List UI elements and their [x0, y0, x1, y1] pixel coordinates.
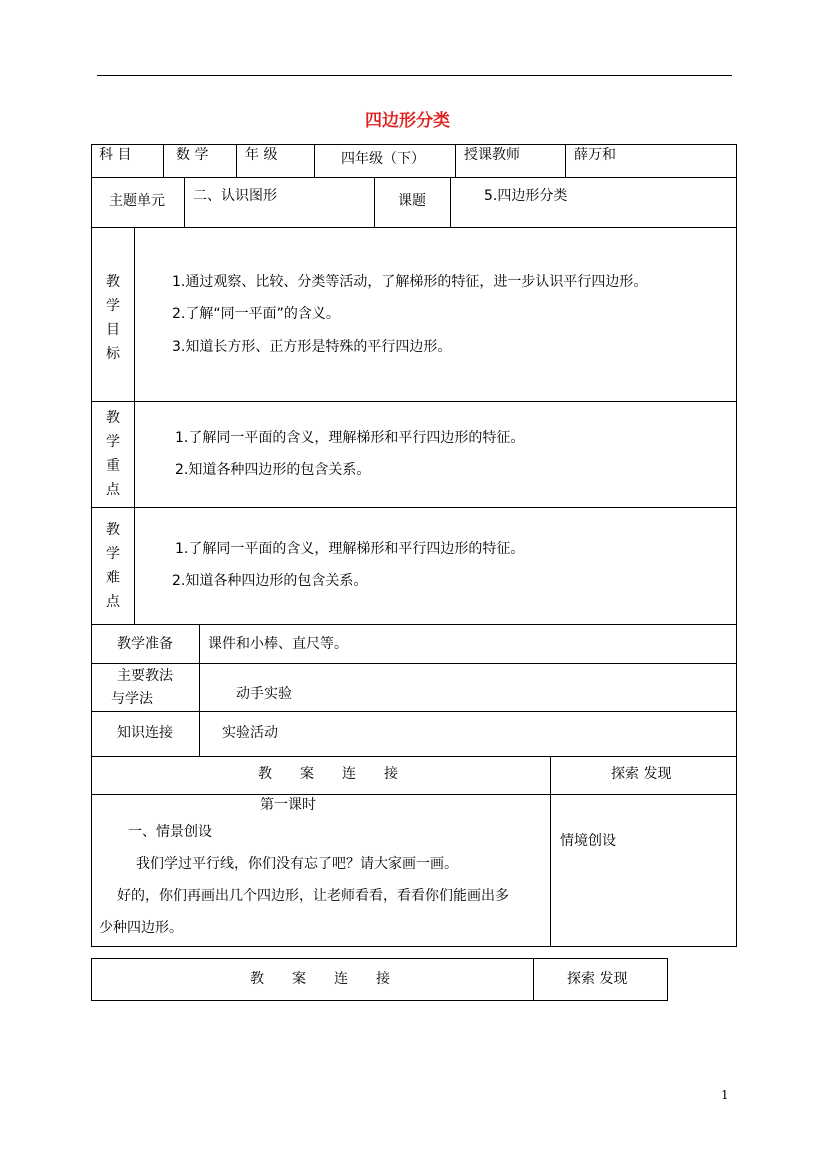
- plan-header-left: 教 案 连 接: [258, 766, 398, 782]
- difficulty-item: 2.知道各种四边形的包含关系。: [172, 573, 368, 589]
- topic-label: 课题: [398, 193, 426, 209]
- objective-item: 3.知道长方形、正方形是特殊的平行四边形。: [172, 339, 452, 355]
- methods-label: 主要教法: [117, 668, 173, 684]
- plan-header-right: 探索 发现: [611, 766, 672, 782]
- subject-value: 数 学: [176, 147, 209, 163]
- difficulties-label-char: 点: [106, 594, 120, 610]
- plan-side-note: 情境创设: [560, 833, 616, 849]
- lesson-heading: 第一课时: [260, 797, 316, 813]
- unit-value: 二、认识图形: [193, 188, 277, 204]
- section-heading: 一、情景创设: [128, 824, 212, 840]
- preparation-value: 课件和小棒、直尺等。: [208, 636, 348, 652]
- difficulties-label-char: 教: [106, 522, 120, 538]
- objectives-label-char: 目: [106, 322, 120, 338]
- plan-header-right: 探索 发现: [567, 971, 628, 987]
- preparation-label: 教学准备: [117, 636, 173, 652]
- grade-label: 年 级: [245, 147, 278, 163]
- key-points-label-char: 点: [106, 482, 120, 498]
- key-point-item: 1.了解同一平面的含义，理解梯形和平行四边形的特征。: [175, 430, 525, 446]
- difficulties-label-char: 学: [106, 546, 120, 562]
- objectives-label-char: 学: [106, 298, 120, 314]
- page-number: 1: [721, 1088, 729, 1102]
- plan-header-left: 教 案 连 接: [250, 971, 390, 987]
- key-points-label-char: 学: [106, 434, 120, 450]
- objective-item: 2.了解“同一平面”的含义。: [172, 306, 340, 322]
- topic-value: 5.四边形分类: [484, 188, 568, 204]
- subject-label: 科 目: [99, 147, 132, 163]
- connection-value: 实验活动: [222, 725, 278, 741]
- teacher-value: 薛万和: [574, 147, 616, 163]
- difficulty-item: 1.了解同一平面的含义，理解梯形和平行四边形的特征。: [175, 541, 525, 557]
- plan-paragraph: 少种四边形。: [99, 920, 183, 936]
- methods-label: 与学法: [111, 691, 153, 707]
- teacher-label: 授课教师: [464, 147, 520, 163]
- objectives-label-char: 教: [106, 274, 120, 290]
- header-rule: [97, 75, 732, 76]
- objectives-label-char: 标: [106, 346, 120, 362]
- objective-item: 1.通过观察、比较、分类等活动，了解梯形的特征，进一步认识平行四边形。: [172, 274, 648, 290]
- unit-label: 主题单元: [109, 193, 165, 209]
- plan-paragraph: 好的，你们再画出几个四边形，让老师看看，看看你们能画出多: [117, 888, 509, 904]
- plan-paragraph: 我们学过平行线，你们没有忘了吧？请大家画一画。: [136, 856, 458, 872]
- page-title: 四边形分类: [365, 111, 450, 131]
- connection-label: 知识连接: [117, 725, 173, 741]
- methods-value: 动手实验: [236, 686, 292, 702]
- key-points-label-char: 教: [106, 410, 120, 426]
- difficulties-label-char: 难: [106, 570, 120, 586]
- grade-value: 四年级（下）: [341, 151, 425, 167]
- key-point-item: 2.知道各种四边形的包含关系。: [175, 462, 371, 478]
- key-points-label-char: 重: [106, 458, 120, 474]
